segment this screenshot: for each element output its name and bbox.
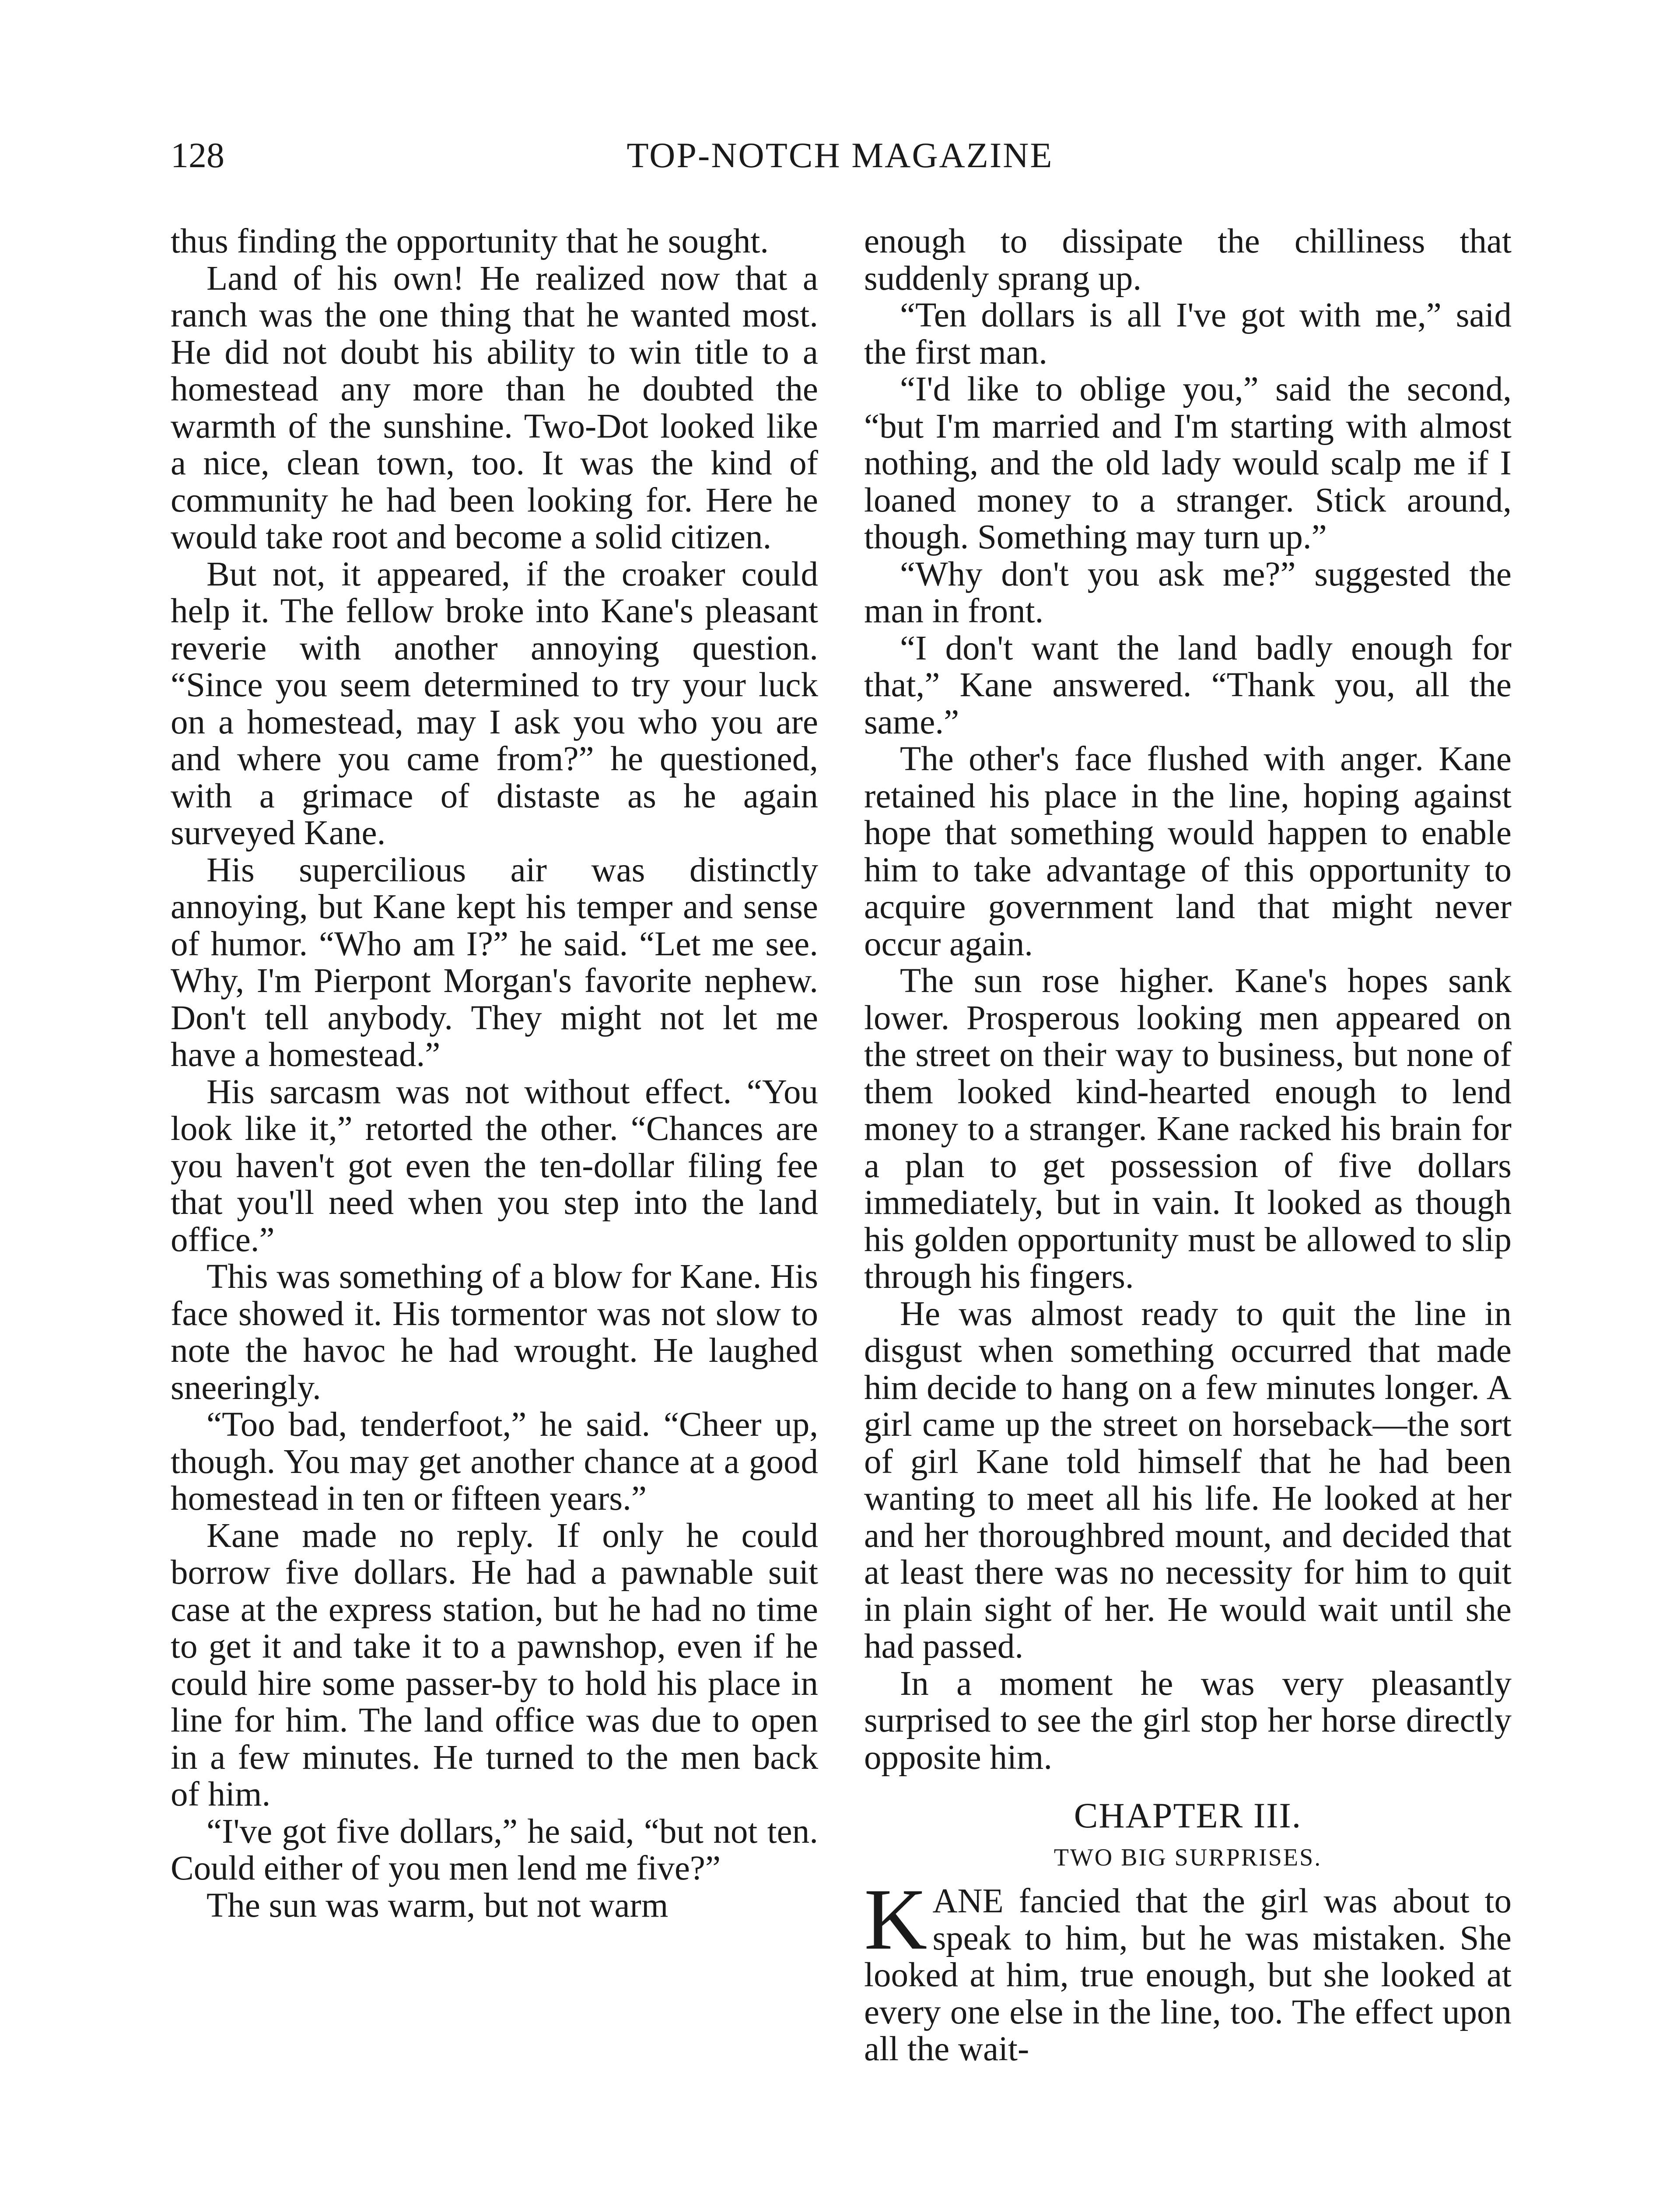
right-column [864,223,1512,2068]
paragraph: He was almost ready to quit the line in disgust when something occurred that made him decide to hang on a few minutes longer. A girl came up the street on horseback—the sort of girl Kane told himself that he had been wanting to meet all his life. He looked at her and her thoroughbred mount, and decided that at least there was no necessity for him to quit in plain sight of her. He would wait until she had passed. [864,1294,1512,1666]
paragraph: “I'd like to oblige you,” said the second, “but I'm married and I'm starting with almost nothing, and the old lady would scalp me if I loaned money to a stranger. Stick around, though. Something may turn up.” [864,370,1512,556]
paragraph: “I've got five dollars,” he said, “but not ten. Could either of you men lend me five?” [171,1812,818,1887]
left-column [171,223,818,1924]
paragraph: The sun was warm, but not warm [206,1886,668,1925]
paragraph: “Too bad, tenderfoot,” he said. “Cheer up, though. You may get another chance at a good homestead in ten or fifteen years.” [171,1406,818,1518]
paragraph: “Why don't you ask me?” suggested the man in front. [864,555,1512,630]
paragraph: enough to dissipate the chilliness that suddenly sprang up. [864,222,1512,298]
chapter-opening-paragraph [864,1871,1512,2068]
paragraph: This was something of a blow for Kane. His face showed it. His tormentor was not slow to note the havoc he had wrought. He laughed sneeringly. [171,1258,818,1407]
paragraph: The sun rose higher. Kane's hopes sank lower. Prosperous looking men appeared on the street on their way to business, but none of them looked kind-hearted enough to lend money to a stranger. Kane racked his brain for a plan to get possession of five dollars immediately, but in vain. It looked as though his golden opportunity must be allowed to slip through his fingers. [864,962,1512,1296]
running-head: TOP-NOTCH MAGAZINE [626,135,1054,175]
paragraph: His sarcasm was not without effect. “You look like it,” retorted the other. “Chances are you haven't got even the ten-dollar filing fee that you'll need when you step into the land office.” [171,1073,818,1259]
chapter-subtitle: TWO BIG SURPRISES. [1054,1844,1322,1871]
page-number: 128 [171,135,224,175]
paragraph: But not, it appeared, if the croaker could help it. The fellow broke into Kane's pleasant reverie with another annoying question. “Since you seem determined to try your luck on a homestead, may I ask you who you are and where you came from?” he questioned, with a grimace of distaste as he again surveyed Kane. [171,555,818,852]
page-header [171,131,1509,179]
paragraph: “I don't want the land badly enough for that,” Kane answered. “Thank you, all the same.” [864,629,1512,741]
drop-cap: K [864,1871,928,1968]
chapter-opening-text: ANE fancied that the girl was about to speak to him, but he was mistaken. She looked at him, true enough, but she looked at every one else in the line, too. The effect upon all the wait- [864,1882,1512,2068]
paragraph: thus finding the opportunity that he sought. [171,222,769,260]
chapter-title: CHAPTER III. [1074,1795,1302,1835]
paragraph: “Ten dollars is all I've got with me,” said the first man. [864,296,1512,372]
paragraph: Land of his own! He realized now that a ranch was the one thing that he wanted most. He did not doubt his ability to win title to a homestead any more than he doubted the warmth of the sunshine. Two-Dot looked like a nice, clean town, too. It was the kind of community he had been looking for. Here he would take root and become a solid citizen. [171,259,818,556]
paragraph: In a moment he was very pleasantly surprised to see the girl stop her horse directly opposite him. [864,1664,1512,1777]
paragraph: His supercilious air was distinctly annoying, but Kane kept his temper and sense of humor. “Who am I?” he said. “Let me see. Why, I'm Pierpont Morgan's favorite nephew. Don't tell anybody. They might not let me have a homestead.” [171,851,818,1074]
paragraph: Kane made no reply. If only he could borrow five dollars. He had a pawnable suit case at the express station, but he had no time to get it and take it to a pawnshop, even if he could hire some passer-by to hold his place in line for him. The land office was due to open in a few minutes. He turned to the men back of him. [171,1516,818,1813]
paragraph: The other's face flushed with anger. Kane retained his place in the line, hoping against hope that something would happen to enable him to take advantage of this opportunity to acquire government land that might never occur again. [864,740,1512,963]
